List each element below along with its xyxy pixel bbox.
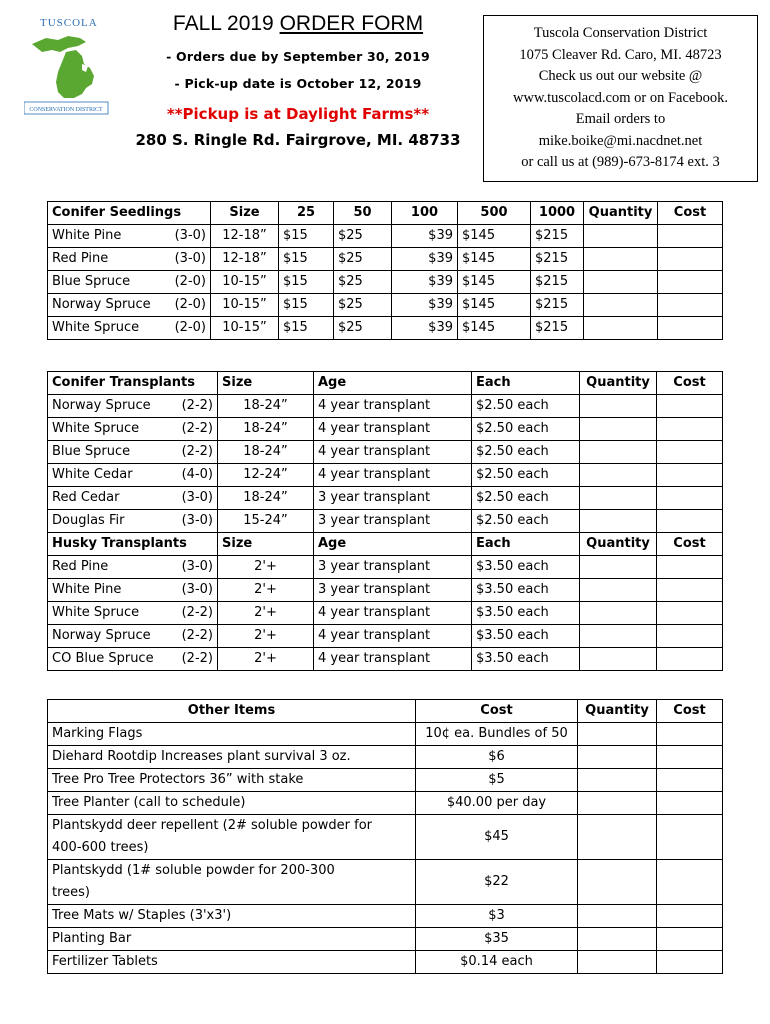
item-cost-cell: $0.14 each — [416, 951, 578, 974]
age-class: (2-0) — [174, 320, 206, 335]
species-name: Blue Spruce — [52, 444, 131, 459]
item-cost-cell: $35 — [416, 928, 578, 951]
quantity-input-cell[interactable] — [578, 815, 657, 860]
website-link[interactable]: www.tuscolacd.com or on Facebook. — [513, 89, 728, 106]
size-cell: 18-24” — [218, 418, 314, 441]
each-price-cell: $3.50 each — [472, 648, 580, 671]
size-cell: 10-15” — [211, 271, 279, 294]
header-cost: Cost — [657, 700, 723, 723]
species-name: Red Cedar — [52, 490, 120, 505]
header-size: Size — [211, 202, 279, 225]
species-name: White Pine — [52, 228, 122, 243]
table-row — [48, 951, 723, 974]
item-name-cell: Tree Pro Tree Protectors 36” with stake — [48, 769, 416, 792]
item-name-line: 400-600 trees) — [52, 840, 149, 855]
cost-input-cell[interactable] — [657, 510, 723, 533]
header-quantity: Quantity — [580, 533, 657, 556]
size-cell: 10-15” — [211, 317, 279, 340]
header-1000: 1000 — [531, 202, 584, 225]
cost-input-cell[interactable] — [657, 441, 723, 464]
quantity-input-cell[interactable] — [580, 510, 657, 533]
table-header-row — [48, 202, 723, 225]
table-row — [48, 487, 723, 510]
each-price-cell: $3.50 each — [472, 625, 580, 648]
species-name: White Spruce — [52, 605, 140, 620]
header-cost: Cost — [658, 202, 723, 225]
header-size: Size — [218, 372, 314, 395]
table-row — [48, 905, 723, 928]
cost-input-cell[interactable] — [657, 951, 723, 974]
item-name-cell — [48, 464, 218, 487]
quantity-input-cell[interactable] — [584, 294, 658, 317]
table-row — [48, 395, 723, 418]
age-cell: 4 year transplant — [314, 602, 472, 625]
size-cell: 10-15” — [211, 294, 279, 317]
item-name-cell — [48, 815, 416, 860]
item-name-cell: Tree Mats w/ Staples (3'x3') — [48, 905, 416, 928]
table-header-row — [48, 533, 723, 556]
price-50-cell: $25 — [334, 225, 392, 248]
each-price-cell: $2.50 each — [472, 395, 580, 418]
price-500-cell: $145 — [458, 271, 531, 294]
item-name-line: trees) — [52, 885, 90, 900]
quantity-input-cell[interactable] — [580, 395, 657, 418]
transplants-table — [47, 371, 723, 671]
species-name: Norway Spruce — [52, 628, 151, 643]
price-100-cell: $39 — [392, 225, 458, 248]
age-cell: 4 year transplant — [314, 418, 472, 441]
item-name-cell — [48, 860, 416, 905]
age-class: (3-0) — [181, 559, 213, 574]
each-price-cell: $2.50 each — [472, 441, 580, 464]
size-cell: 2'+ — [218, 625, 314, 648]
item-name-line: Plantskydd (1# soluble powder for 200-300 — [52, 863, 335, 878]
item-name-cell: Tree Planter (call to schedule) — [48, 792, 416, 815]
each-price-cell: $3.50 each — [472, 579, 580, 602]
item-cost-cell: 10¢ ea. Bundles of 50 — [416, 723, 578, 746]
cost-input-cell[interactable] — [657, 905, 723, 928]
table-row — [48, 815, 723, 860]
age-class: (2-2) — [181, 444, 213, 459]
table-row — [48, 746, 723, 769]
age-class: (2-0) — [174, 274, 206, 289]
size-cell: 2'+ — [218, 648, 314, 671]
table-row — [48, 248, 723, 271]
age-cell: 4 year transplant — [314, 395, 472, 418]
quantity-input-cell[interactable] — [580, 441, 657, 464]
price-500-cell: $145 — [458, 225, 531, 248]
size-cell: 18-24” — [218, 395, 314, 418]
header-quantity: Quantity — [580, 372, 657, 395]
age-cell: 4 year transplant — [314, 648, 472, 671]
quantity-input-cell[interactable] — [578, 905, 657, 928]
age-cell: 3 year transplant — [314, 487, 472, 510]
cost-input-cell[interactable] — [658, 294, 723, 317]
price-1000-cell: $215 — [531, 225, 584, 248]
species-name: Red Pine — [52, 251, 109, 266]
cost-input-cell[interactable] — [657, 648, 723, 671]
item-name-cell — [48, 248, 211, 271]
header-conifer-seedlings: Conifer Seedlings — [48, 202, 211, 225]
item-name-cell — [48, 418, 218, 441]
price-25-cell: $15 — [279, 317, 334, 340]
district-contact-box — [483, 15, 758, 182]
orders-due: - Orders due by September 30, 2019 — [166, 49, 430, 64]
price-1000-cell: $215 — [531, 271, 584, 294]
each-price-cell: $3.50 each — [472, 602, 580, 625]
quantity-input-cell[interactable] — [580, 602, 657, 625]
quantity-input-cell[interactable] — [584, 271, 658, 294]
age-cell: 4 year transplant — [314, 441, 472, 464]
age-cell: 3 year transplant — [314, 579, 472, 602]
age-class: (3-0) — [181, 513, 213, 528]
cost-input-cell[interactable] — [657, 792, 723, 815]
species-name: Douglas Fir — [52, 513, 125, 528]
michigan-map-icon — [24, 12, 114, 116]
age-class: (2-2) — [181, 398, 213, 413]
header-other-items: Other Items — [48, 700, 416, 723]
size-cell: 2'+ — [218, 579, 314, 602]
age-class: (3-0) — [174, 251, 206, 266]
header-cost: Cost — [657, 533, 723, 556]
header-quantity: Quantity — [578, 700, 657, 723]
age-class: (2-2) — [181, 651, 213, 666]
cost-input-cell[interactable] — [658, 225, 723, 248]
header-age: Age — [314, 533, 472, 556]
each-price-cell: $2.50 each — [472, 464, 580, 487]
price-100-cell: $39 — [392, 271, 458, 294]
each-price-cell: $2.50 each — [472, 487, 580, 510]
item-name-cell — [48, 556, 218, 579]
price-500-cell: $145 — [458, 294, 531, 317]
table-row — [48, 464, 723, 487]
table-row — [48, 579, 723, 602]
size-cell: 15-24” — [218, 510, 314, 533]
logo-text-top: TUSCOLA — [40, 17, 98, 29]
price-25-cell: $15 — [279, 225, 334, 248]
page-title: FALL 2019 ORDER FORM — [172, 12, 424, 35]
age-cell: 4 year transplant — [314, 625, 472, 648]
price-1000-cell: $215 — [531, 317, 584, 340]
table-header-row — [48, 700, 723, 723]
table-row — [48, 510, 723, 533]
table-row — [48, 418, 723, 441]
table-row — [48, 792, 723, 815]
age-class: (2-2) — [181, 605, 213, 620]
item-name-cell: Fertilizer Tablets — [48, 951, 416, 974]
price-50-cell: $25 — [334, 271, 392, 294]
item-name-cell: Diehard Rootdip Increases plant survival 3 oz. — [48, 746, 416, 769]
cost-input-cell[interactable] — [657, 723, 723, 746]
age-class: (3-0) — [174, 228, 206, 243]
species-name: White Spruce — [52, 320, 140, 335]
species-name: White Spruce — [52, 421, 140, 436]
age-class: (2-0) — [174, 297, 206, 312]
item-cost-cell: $45 — [416, 815, 578, 860]
item-name-cell — [48, 648, 218, 671]
quantity-input-cell[interactable] — [584, 225, 658, 248]
item-name-cell — [48, 317, 211, 340]
email-text: Email orders to — [575, 111, 666, 127]
title-block — [118, 12, 478, 149]
table-row — [48, 648, 723, 671]
price-25-cell: $15 — [279, 271, 334, 294]
item-cost-cell: $3 — [416, 905, 578, 928]
item-name-cell — [48, 602, 218, 625]
table-row — [48, 860, 723, 905]
district-address: 1075 Cleaver Rd. Caro, MI. 48723 — [519, 46, 722, 63]
quantity-input-cell[interactable] — [580, 625, 657, 648]
pickup-date: - Pick-up date is October 12, 2019 — [174, 76, 422, 91]
quantity-input-cell[interactable] — [584, 317, 658, 340]
header-conifer-transplants: Conifer Transplants — [48, 372, 218, 395]
item-name-line: Plantskydd deer repellent (2# soluble powder for — [52, 818, 373, 833]
header-age: Age — [314, 372, 472, 395]
age-class: (2-2) — [181, 628, 213, 643]
item-cost-cell: $22 — [416, 860, 578, 905]
phone-text: or call us at (989)-673-8174 ext. 3 — [521, 154, 720, 170]
item-name-cell: Marking Flags — [48, 723, 416, 746]
quantity-input-cell[interactable] — [578, 723, 657, 746]
email-link[interactable]: mike.boike@mi.nacdnet.net — [538, 132, 703, 149]
age-class: (4-0) — [181, 467, 213, 482]
quantity-input-cell[interactable] — [580, 579, 657, 602]
price-500-cell: $145 — [458, 317, 531, 340]
size-cell: 2'+ — [218, 556, 314, 579]
website-text: Check us out our website @ — [538, 68, 703, 84]
item-name-cell — [48, 579, 218, 602]
conifer-seedlings-table — [47, 201, 723, 340]
age-class: (2-2) — [181, 421, 213, 436]
age-cell: 3 year transplant — [314, 556, 472, 579]
logo-text-bottom: CONSERVATION DISTRICT — [29, 107, 103, 113]
cost-input-cell[interactable] — [658, 248, 723, 271]
table-row — [48, 928, 723, 951]
table-row — [48, 769, 723, 792]
quantity-input-cell[interactable] — [580, 556, 657, 579]
cost-input-cell[interactable] — [657, 556, 723, 579]
species-name: Norway Spruce — [52, 398, 151, 413]
table-row — [48, 225, 723, 248]
item-name-cell — [48, 441, 218, 464]
species-name: CO Blue Spruce — [52, 651, 154, 666]
table-row — [48, 602, 723, 625]
cost-input-cell[interactable] — [657, 625, 723, 648]
item-cost-cell: $40.00 per day — [416, 792, 578, 815]
item-name-cell — [48, 225, 211, 248]
other-items-table — [47, 699, 723, 974]
species-name: Norway Spruce — [52, 297, 151, 312]
quantity-input-cell[interactable] — [578, 860, 657, 905]
tuscola-conservation-logo — [24, 12, 114, 116]
table-header-row — [48, 372, 723, 395]
each-price-cell: $3.50 each — [472, 556, 580, 579]
header-size: Size — [218, 533, 314, 556]
quantity-input-cell[interactable] — [580, 418, 657, 441]
district-name: Tuscola Conservation District — [533, 25, 708, 41]
each-price-cell: $2.50 each — [472, 418, 580, 441]
table-row — [48, 441, 723, 464]
item-name-cell — [48, 395, 218, 418]
price-50-cell: $25 — [334, 248, 392, 271]
pickup-location: **Pickup is at Daylight Farms** — [166, 105, 430, 123]
cost-input-cell[interactable] — [657, 815, 723, 860]
quantity-input-cell[interactable] — [580, 487, 657, 510]
species-name: White Pine — [52, 582, 122, 597]
age-class: (3-0) — [181, 582, 213, 597]
price-1000-cell: $215 — [531, 248, 584, 271]
price-500-cell: $145 — [458, 248, 531, 271]
header-each: Each — [472, 533, 580, 556]
header-husky-transplants: Husky Transplants — [48, 533, 218, 556]
table-row — [48, 317, 723, 340]
item-name-cell — [48, 271, 211, 294]
quantity-input-cell[interactable] — [578, 951, 657, 974]
quantity-input-cell[interactable] — [578, 792, 657, 815]
size-cell: 2'+ — [218, 602, 314, 625]
age-cell: 3 year transplant — [314, 510, 472, 533]
pickup-address: 280 S. Ringle Rd. Fairgrove, MI. 48733 — [135, 131, 461, 149]
price-25-cell: $15 — [279, 294, 334, 317]
item-name-cell — [48, 510, 218, 533]
cost-input-cell[interactable] — [657, 860, 723, 905]
price-100-cell: $39 — [392, 294, 458, 317]
price-50-cell: $25 — [334, 294, 392, 317]
table-row — [48, 556, 723, 579]
size-cell: 12-18” — [211, 225, 279, 248]
size-cell: 12-18” — [211, 248, 279, 271]
quantity-input-cell[interactable] — [584, 248, 658, 271]
size-cell: 18-24” — [218, 441, 314, 464]
price-25-cell: $15 — [279, 248, 334, 271]
header-quantity: Quantity — [584, 202, 658, 225]
header-item-cost: Cost — [416, 700, 578, 723]
species-name: Blue Spruce — [52, 274, 131, 289]
price-100-cell: $39 — [392, 317, 458, 340]
age-cell: 4 year transplant — [314, 464, 472, 487]
cost-input-cell[interactable] — [657, 602, 723, 625]
table-row — [48, 294, 723, 317]
table-row — [48, 625, 723, 648]
price-50-cell: $25 — [334, 317, 392, 340]
quantity-input-cell[interactable] — [580, 648, 657, 671]
price-100-cell: $39 — [392, 248, 458, 271]
header-100: 100 — [392, 202, 458, 225]
cost-input-cell[interactable] — [657, 395, 723, 418]
cost-input-cell[interactable] — [658, 317, 723, 340]
age-class: (3-0) — [181, 490, 213, 505]
quantity-input-cell[interactable] — [578, 769, 657, 792]
species-name: White Cedar — [52, 467, 133, 482]
quantity-input-cell[interactable] — [578, 746, 657, 769]
quantity-input-cell[interactable] — [580, 464, 657, 487]
cost-input-cell[interactable] — [657, 579, 723, 602]
size-cell: 12-24” — [218, 464, 314, 487]
header-50: 50 — [334, 202, 392, 225]
table-row — [48, 723, 723, 746]
header-cost: Cost — [657, 372, 723, 395]
item-name-cell — [48, 487, 218, 510]
species-name: Red Pine — [52, 559, 109, 574]
cost-input-cell[interactable] — [657, 464, 723, 487]
cost-input-cell[interactable] — [657, 928, 723, 951]
size-cell: 18-24” — [218, 487, 314, 510]
each-price-cell: $2.50 each — [472, 510, 580, 533]
cost-input-cell[interactable] — [657, 418, 723, 441]
cost-input-cell[interactable] — [657, 746, 723, 769]
price-1000-cell: $215 — [531, 294, 584, 317]
cost-input-cell[interactable] — [658, 271, 723, 294]
header-each: Each — [472, 372, 580, 395]
item-name-cell — [48, 294, 211, 317]
header-25: 25 — [279, 202, 334, 225]
item-name-cell: Planting Bar — [48, 928, 416, 951]
header-500: 500 — [458, 202, 531, 225]
cost-input-cell[interactable] — [657, 769, 723, 792]
table-row — [48, 271, 723, 294]
item-name-cell — [48, 625, 218, 648]
quantity-input-cell[interactable] — [578, 928, 657, 951]
item-cost-cell: $6 — [416, 746, 578, 769]
item-cost-cell: $5 — [416, 769, 578, 792]
cost-input-cell[interactable] — [657, 487, 723, 510]
